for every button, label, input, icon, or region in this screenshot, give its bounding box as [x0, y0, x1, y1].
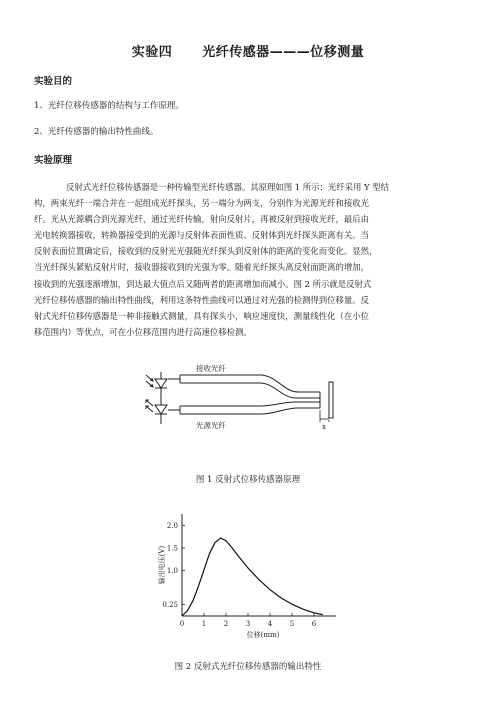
source-fiber-label: 光源光纤 [196, 421, 226, 430]
section-heading-principle: 实验原理 [34, 155, 73, 166]
reflector-plate [329, 382, 333, 418]
light-source-icon [146, 398, 167, 424]
y-tick-label: 0.25 [162, 601, 178, 610]
figure2-caption: 图 2 反射式光纤位移传感器的输出特性 [174, 662, 322, 672]
purpose-item-1: 1、光纤位移传感器的结构与工作原理。 [34, 101, 184, 111]
purpose-item-2: 2、光纤传感器的输出特性曲线。 [34, 127, 159, 137]
section-heading-purpose: 实验目的 [34, 76, 73, 87]
x-tick-label: 0 [179, 620, 185, 628]
page-title [0, 41, 496, 60]
principle-paragraph [34, 179, 464, 340]
receive-fiber-label: 接收光纤 [196, 364, 226, 373]
figure1-caption: 图 1 反射式位移传感器原理 [195, 475, 301, 485]
paragraph-line: 纤。光从光源耦合到光源光纤，通过光纤传输，射向反射片，再被反射到接收光纤，最后由 [34, 214, 369, 225]
output-characteristic-line [182, 538, 323, 616]
title-experiment-name: 光纤传感器———位移测量 [202, 45, 365, 60]
x-tick-label: 4 [267, 620, 273, 628]
distance-x-label: x [322, 423, 326, 431]
photodetector-icon [146, 372, 167, 398]
x-tick-label: 5 [289, 620, 295, 628]
y-tick-label: 1.0 [166, 567, 178, 576]
y-tick-label: 2.0 [166, 521, 178, 530]
chart-x-axis-label: 位移(mm) [246, 631, 280, 639]
paragraph-line: 构，两束光纤一端合并在一起组成光纤探头，另一端分为两支，分别作为光源光纤和接收光 [34, 198, 369, 209]
title-experiment-number: 实验四 [131, 45, 173, 60]
paragraph-line: 当光纤探头紧贴反射片时，接收器接收到的光强为零。随着光纤探头离反射面距离的增加， [34, 262, 369, 273]
paragraph-line: 反射表面位置确定后，接收到的反射光光强随光纤探头到反射体的距离的变化而变化。显然， [34, 246, 378, 257]
x-tick-label: 6 [311, 620, 317, 628]
paragraph-line: 移范围内）等优点，可在小位移范围内进行高速位移检测。 [34, 326, 252, 337]
y-tick-label: 1.5 [166, 544, 178, 553]
x-tick-label: 2 [223, 620, 229, 628]
figure2-chart [148, 508, 348, 643]
x-tick-label: 3 [245, 620, 251, 628]
paragraph-line: 光纤位移传感器的输出特性曲线，利用这条特性曲线可以通过对光强的检测得到位移量。反 [34, 294, 369, 305]
paragraph-line: 射式光纤位移传感器是一种非接触式测量，具有探头小，响应速度快，测量线性化（在小位 [34, 310, 369, 321]
x-tick-label: 1 [201, 620, 207, 628]
paragraph-line: 光电转换器接收，转换器接受到的光源与反射体表面性质、反射体到光纤探头距离有关。当 [34, 230, 369, 241]
figure1-diagram [140, 362, 360, 462]
paragraph-line: 反射式光纤位移传感器是一种传输型光纤传感器。其原理如图 1 所示：光纤采用 Y 型结 [66, 182, 390, 192]
chart-y-axis-label: 输出电压(V) [158, 545, 166, 585]
paragraph-line: 接收到的光强逐渐增加，到达最大值点后又随两者的距离增加而减小。图 2 所示就是反射式 [34, 278, 372, 289]
